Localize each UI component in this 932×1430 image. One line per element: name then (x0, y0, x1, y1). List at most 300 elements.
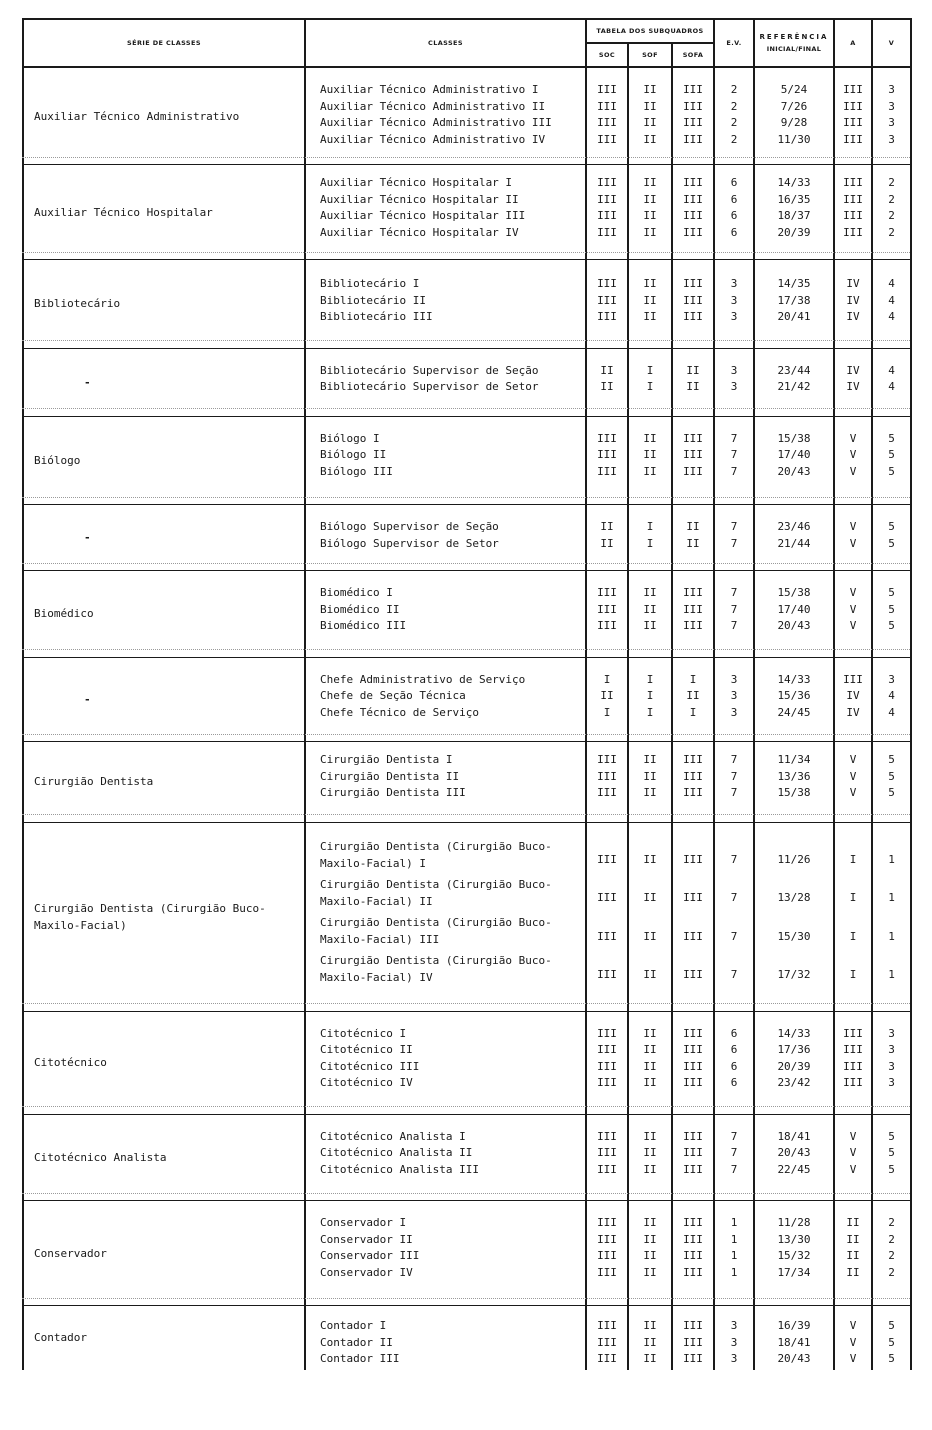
soc-value: I (603, 672, 611, 686)
sof-cell (628, 1011, 672, 1114)
referencia-value: 16/39 (777, 1319, 811, 1332)
ev-value: 6 (730, 176, 738, 189)
classes-value: Conservador II (320, 1232, 413, 1246)
header-v: V (872, 19, 911, 67)
soc-value: III (597, 431, 617, 445)
a-value: IV (846, 705, 860, 719)
classes-value: Auxiliar Técnico Hospitalar IV (320, 225, 519, 239)
sofa-cell (672, 742, 714, 823)
ev-value: 7 (730, 891, 738, 904)
sof-value: II (643, 769, 657, 783)
ev-value: 3 (730, 1352, 738, 1365)
classes-value: Chefe Administrativo de Serviço (320, 672, 526, 686)
sofa-value: III (683, 852, 703, 866)
a-cell (834, 657, 872, 742)
classes-cell (305, 571, 586, 658)
a-value: V (849, 1129, 857, 1143)
v-value: 4 (888, 689, 895, 702)
soc-value: III (597, 1232, 617, 1246)
ev-value: 3 (730, 277, 738, 290)
a-cell (834, 67, 872, 165)
v-value: 4 (888, 363, 895, 377)
v-value: 5 (888, 769, 895, 783)
referencia-cell (754, 742, 834, 823)
v-value: 5 (888, 1352, 895, 1365)
classes-value: Conservador IV (320, 1265, 413, 1279)
sof-value: II (643, 1335, 657, 1349)
v-value: 2 (888, 1232, 895, 1246)
header-sof: SOF (628, 43, 672, 67)
sofa-value: III (683, 1335, 703, 1349)
a-value: V (849, 1335, 857, 1349)
v-value: 2 (888, 225, 895, 239)
classes-value: Bibliotecário Supervisor de Seção (320, 363, 539, 377)
sof-cell (628, 165, 672, 260)
referencia-value: 20/43 (777, 464, 811, 478)
soc-value: III (597, 1129, 617, 1143)
referencia-value: 17/32 (777, 968, 811, 981)
classes-cell (305, 67, 586, 165)
sofa-value: III (683, 1026, 703, 1040)
sofa-value: III (683, 786, 703, 799)
referencia-value: 7/26 (780, 99, 808, 113)
series-label: Biólogo (34, 453, 81, 467)
group-row (23, 348, 911, 416)
sof-value: II (643, 176, 657, 189)
sofa-cell (672, 571, 714, 658)
a-value: V (849, 1352, 857, 1365)
referencia-cell (754, 260, 834, 349)
sofa-value: III (683, 293, 703, 307)
classes-value: Auxiliar Técnico Administrativo II (320, 99, 546, 113)
a-cell (834, 165, 872, 260)
classes-value: Cirurgião Dentista (Cirurgião Buco-Maxilo-Facial) II (320, 877, 552, 908)
a-value: V (849, 431, 857, 445)
sof-cell (628, 416, 672, 505)
classes-cell (305, 1011, 586, 1114)
series-cell (23, 505, 305, 571)
referencia-value: 23/44 (777, 363, 811, 377)
a-value: III (843, 83, 863, 96)
soc-value: III (597, 1335, 617, 1349)
referencia-value: 13/36 (777, 769, 811, 783)
group-row (23, 1201, 911, 1306)
sofa-value: II (686, 380, 700, 393)
a-value: IV (846, 293, 860, 307)
v-cell (872, 657, 911, 742)
table-header (23, 19, 911, 67)
sof-cell (628, 822, 672, 1011)
ev-cell (714, 1306, 754, 1370)
soc-cell (586, 260, 628, 349)
soc-cell (586, 348, 628, 416)
referencia-cell (754, 1306, 834, 1370)
a-value: III (843, 1043, 863, 1056)
v-value: 5 (888, 448, 895, 461)
sof-value: I (646, 689, 654, 702)
v-cell (872, 1114, 911, 1201)
referencia-value: 14/33 (777, 176, 811, 189)
classes-cell (305, 1306, 586, 1370)
sofa-value: II (686, 536, 700, 550)
referencia-value: 13/30 (777, 1232, 811, 1246)
ev-cell (714, 571, 754, 658)
series-label: Biomédico (34, 607, 94, 621)
series-cell (23, 67, 305, 165)
sofa-value: II (686, 689, 700, 702)
soc-value: III (597, 225, 617, 239)
ev-value: 3 (730, 310, 738, 323)
series-label: Auxiliar Técnico Administrativo (34, 109, 240, 123)
ev-value: 3 (730, 1335, 738, 1349)
series-cell (23, 348, 305, 416)
ev-value: 7 (730, 1162, 738, 1176)
classes-value: Biólogo I (320, 431, 380, 445)
soc-cell (586, 657, 628, 742)
group-row (23, 571, 911, 658)
classes-value: Conservador III (320, 1249, 420, 1262)
a-value: IV (846, 277, 860, 290)
v-cell (872, 165, 911, 260)
referencia-value: 15/32 (777, 1249, 811, 1262)
ev-value: 7 (730, 602, 738, 616)
sofa-value: III (683, 209, 703, 222)
referencia-cell (754, 1201, 834, 1306)
series-cell (23, 260, 305, 349)
classes-value: Cirurgião Dentista II (320, 769, 460, 783)
header-serie: SÉRIE DE CLASSES (23, 19, 305, 67)
sof-value: II (643, 1026, 657, 1040)
classes-value: Citotécnico Analista II (320, 1146, 473, 1159)
sofa-value: III (683, 277, 703, 290)
classes-value: Bibliotecário I (320, 277, 420, 290)
group-row (23, 1114, 911, 1201)
a-value: III (843, 116, 863, 129)
referencia-value: 5/24 (780, 83, 808, 96)
sofa-value: II (686, 363, 700, 377)
ev-cell (714, 348, 754, 416)
sofa-value: III (683, 1146, 703, 1159)
ev-value: 6 (730, 225, 738, 239)
sof-value: II (643, 209, 657, 222)
group-row (23, 657, 911, 742)
sofa-value: III (683, 448, 703, 461)
soc-value: II (600, 380, 614, 393)
group-row (23, 505, 911, 571)
sof-cell (628, 1201, 672, 1306)
series-cell (23, 165, 305, 260)
classes-value: Auxiliar Técnico Administrativo III (320, 116, 552, 129)
v-value: 1 (888, 968, 895, 981)
referencia-cell (754, 67, 834, 165)
a-value: V (849, 753, 857, 766)
soc-value: III (597, 1076, 617, 1089)
referencia-value: 18/41 (777, 1335, 811, 1349)
classes-value: Auxiliar Técnico Administrativo IV (320, 132, 546, 146)
v-cell (872, 1201, 911, 1306)
soc-value: III (597, 852, 617, 866)
series-label: Citotécnico (34, 1056, 107, 1069)
sof-value: II (643, 277, 657, 290)
sofa-value: III (683, 619, 703, 632)
sof-value: II (643, 99, 657, 113)
sofa-value: III (683, 968, 703, 981)
referencia-value: 14/33 (777, 1026, 811, 1040)
v-value: 2 (888, 176, 895, 189)
referencia-value: 21/44 (777, 536, 811, 550)
group-row (23, 260, 911, 349)
soc-cell (586, 571, 628, 658)
sofa-value: III (683, 891, 703, 904)
referencia-value: 20/39 (777, 1059, 811, 1073)
soc-cell (586, 1201, 628, 1306)
referencia-value: 11/34 (777, 753, 811, 766)
classes-value: Contador III (320, 1352, 400, 1365)
v-value: 3 (888, 672, 895, 686)
sof-value: II (643, 586, 657, 599)
sofa-value: III (683, 602, 703, 616)
classes-value: Cirurgião Dentista I (320, 753, 453, 766)
soc-value: II (600, 520, 614, 533)
ev-value: 6 (730, 192, 738, 206)
soc-value: III (597, 448, 617, 461)
a-value: III (843, 1076, 863, 1089)
classes-value: Bibliotecário II (320, 293, 426, 307)
soc-value: III (597, 929, 617, 943)
ev-value: 2 (730, 132, 738, 146)
sofa-value: III (683, 586, 703, 599)
v-cell (872, 1306, 911, 1370)
referencia-value: 17/40 (777, 602, 811, 616)
v-cell (872, 505, 911, 571)
dotted-separator (22, 252, 910, 253)
header-a: A (834, 19, 872, 67)
classes-value: Citotécnico Analista I (320, 1129, 466, 1143)
classes-value: Auxiliar Técnico Administrativo I (320, 83, 539, 96)
ev-value: 7 (730, 619, 738, 632)
sofa-value: I (689, 705, 697, 719)
series-label: - (84, 692, 91, 706)
a-cell (834, 505, 872, 571)
v-value: 1 (888, 852, 895, 866)
referencia-value: 11/26 (777, 852, 811, 866)
classes-value: Cirurgião Dentista (Cirurgião Buco-Maxilo-Facial) IV (320, 953, 552, 984)
soc-value: III (597, 891, 617, 904)
v-cell (872, 416, 911, 505)
referencia-value: 16/35 (777, 192, 811, 206)
ev-value: 2 (730, 116, 738, 129)
sof-cell (628, 657, 672, 742)
soc-value: III (597, 1265, 617, 1279)
referencia-cell (754, 822, 834, 1011)
soc-cell (586, 165, 628, 260)
soc-value: III (597, 1059, 617, 1073)
sof-value: II (643, 602, 657, 616)
ev-value: 7 (730, 1146, 738, 1159)
sof-value: II (643, 1059, 657, 1073)
soc-value: III (597, 1146, 617, 1159)
soc-value: III (597, 1249, 617, 1262)
v-value: 5 (888, 1162, 895, 1176)
series-cell (23, 1114, 305, 1201)
a-value: V (849, 619, 857, 632)
v-cell (872, 742, 911, 823)
a-value: IV (846, 363, 860, 377)
sof-cell (628, 1114, 672, 1201)
ev-value: 7 (730, 1129, 738, 1143)
sof-value: II (643, 1129, 657, 1143)
classes-value: Biólogo III (320, 464, 393, 478)
dotted-separator (22, 497, 910, 498)
a-value: I (849, 929, 857, 943)
sofa-value: III (683, 1059, 703, 1073)
sofa-value: III (683, 1216, 703, 1229)
referencia-cell (754, 416, 834, 505)
a-value: V (849, 464, 857, 478)
a-value: II (846, 1265, 860, 1279)
v-value: 5 (888, 464, 895, 478)
classes-value: Cirurgião Dentista III (320, 786, 466, 799)
sofa-value: III (683, 83, 703, 96)
classes-value: Auxiliar Técnico Hospitalar II (320, 192, 519, 206)
sofa-value: III (683, 1265, 703, 1279)
ev-cell (714, 1114, 754, 1201)
ev-value: 3 (730, 1319, 738, 1332)
classes-value: Auxiliar Técnico Hospitalar I (320, 176, 513, 189)
soc-value: III (597, 310, 617, 323)
a-cell (834, 260, 872, 349)
header-ref-bottom: INICIAL/FINAL (766, 45, 822, 53)
classes-value: Bibliotecário III (320, 310, 433, 323)
v-cell (872, 260, 911, 349)
ev-value: 1 (730, 1232, 738, 1246)
ev-value: 7 (730, 786, 738, 799)
referencia-value: 11/30 (777, 132, 811, 146)
classes-value: Cirurgião Dentista (Cirurgião Buco-Maxilo-Facial) I (320, 839, 552, 870)
sof-value: II (643, 786, 657, 799)
series-label: Conservador (34, 1246, 107, 1260)
sofa-value: III (683, 1162, 703, 1176)
sofa-value: III (683, 1129, 703, 1143)
a-value: V (849, 536, 857, 550)
sofa-value: III (683, 753, 703, 766)
soc-cell (586, 822, 628, 1011)
ev-cell (714, 67, 754, 165)
classes-value: Bibliotecário Supervisor de Setor (320, 380, 539, 393)
v-cell (872, 67, 911, 165)
series-cell (23, 1011, 305, 1114)
v-value: 3 (888, 1043, 895, 1056)
ev-value: 3 (730, 705, 738, 719)
sofa-cell (672, 1011, 714, 1114)
referencia-value: 20/43 (777, 1352, 811, 1365)
dotted-separator (22, 1193, 910, 1194)
referencia-value: 20/39 (777, 225, 811, 239)
header-ref-top: REFERÊNCIA (759, 33, 829, 41)
classes-cell (305, 1114, 586, 1201)
v-value: 5 (888, 786, 895, 799)
sofa-cell (672, 348, 714, 416)
a-value: III (843, 1059, 863, 1073)
a-cell (834, 742, 872, 823)
classes-value: Biólogo Supervisor de Setor (320, 536, 499, 550)
sof-value: II (643, 83, 657, 96)
series-label: Citotécnico Analista (34, 1150, 167, 1164)
sofa-value: III (683, 1076, 703, 1089)
v-value: 5 (888, 536, 895, 550)
v-cell (872, 348, 911, 416)
ev-value: 6 (730, 1043, 738, 1056)
ev-value: 7 (730, 448, 738, 461)
soc-value: III (597, 1352, 617, 1365)
sofa-cell (672, 1201, 714, 1306)
classes-value: Citotécnico IV (320, 1076, 413, 1089)
ev-value: 1 (730, 1216, 738, 1229)
v-value: 3 (888, 83, 895, 96)
v-value: 2 (888, 192, 895, 206)
classes-value: Biomédico I (320, 586, 393, 599)
sofa-cell (672, 822, 714, 1011)
group-row (23, 1011, 911, 1114)
series-cell (23, 571, 305, 658)
a-cell (834, 1011, 872, 1114)
sofa-value: II (686, 520, 700, 533)
sofa-value: I (689, 672, 697, 686)
sof-cell (628, 348, 672, 416)
dotted-separator (22, 734, 910, 735)
sof-value: I (646, 363, 654, 377)
header-ev: E.V. (714, 19, 754, 67)
sof-value: II (643, 1216, 657, 1229)
ev-cell (714, 416, 754, 505)
a-value: IV (846, 689, 860, 702)
a-cell (834, 1114, 872, 1201)
v-value: 2 (888, 209, 895, 222)
a-value: IV (846, 310, 860, 323)
soc-value: II (600, 689, 614, 702)
dotted-separator (22, 1003, 910, 1004)
soc-cell (586, 67, 628, 165)
a-value: III (843, 672, 863, 686)
sofa-value: III (683, 1043, 703, 1056)
v-value: 4 (888, 310, 895, 323)
soc-cell (586, 1306, 628, 1370)
a-value: III (843, 192, 863, 206)
a-value: II (846, 1216, 860, 1229)
sofa-value: III (683, 192, 703, 206)
v-value: 5 (888, 753, 895, 766)
sof-value: I (646, 672, 654, 686)
sof-cell (628, 67, 672, 165)
referencia-cell (754, 571, 834, 658)
referencia-value: 15/38 (777, 786, 811, 799)
soc-value: III (597, 192, 617, 206)
sofa-cell (672, 657, 714, 742)
classes-value: Cirurgião Dentista (Cirurgião Buco-Maxilo-Facial) III (320, 915, 552, 946)
soc-value: III (597, 1043, 617, 1056)
classes-cell (305, 822, 586, 1011)
v-value: 5 (888, 586, 895, 599)
a-value: V (849, 602, 857, 616)
v-cell (872, 1011, 911, 1114)
sof-cell (628, 742, 672, 823)
v-value: 4 (888, 705, 895, 719)
header-sofa: SOFA (672, 43, 714, 67)
series-cell (23, 657, 305, 742)
group-row (23, 742, 911, 823)
sofa-value: III (683, 1232, 703, 1246)
sof-value: II (643, 116, 657, 129)
